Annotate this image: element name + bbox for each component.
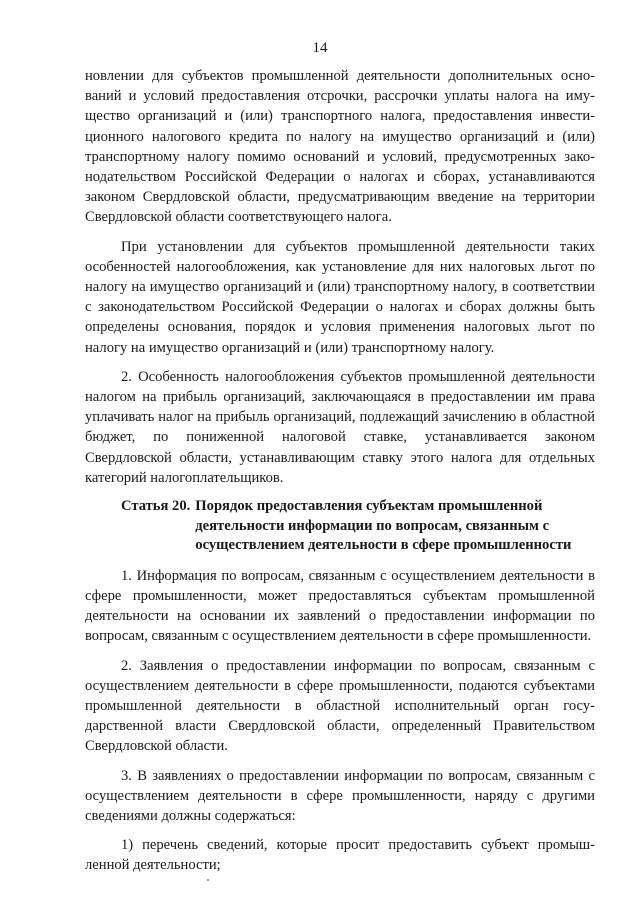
- paragraph-continuation: новлении для субъектов промышленной деятельности дополнительных оснований и условий предоставления отсрочки, рассрочки уплаты налога на имущество организаций и (или) транспортного налога, предоставления инвестиционного налогового кредита по налогу на имущество организаций и (или) транспортному налогу помимо оснований и условий, предусмотренных законодательством Российской Федерации о налогах и сборах, устанавливаются законом Свердловской области, предусматривающим введение на территории Свердловской области соответствующего налога.: [85, 68, 595, 226]
- paragraph-subitem-1: 1) перечень сведений, которые просит предоставить субъект промышленной деятельности;: [85, 837, 595, 874]
- page-number: 14: [312, 40, 328, 56]
- article-title: Порядок предоставления субъектам промышленной деятельности информации по вопросам, связанным с осуществлением деятельности в сфере промышленности: [195, 498, 572, 554]
- paragraph-article-item-2: 2. Заявления о предоставлении информации по вопросам, связанным с осуществлением деятельности в сфере промышленности, подаются субъектами промышленной деятельности в областной исполнительный орган государственной власти Свердловской области, определенный Правительством Свердловской области.: [85, 657, 595, 755]
- paragraph-article-item-1: 1. Информация по вопросам, связанным с осуществлением деятельности в сфере промышленности, может предоставляться субъектам промышленной деятельности на основании их заявлений о предоставлении информации по вопросам, связанным с осуществлением деятельности в сфере промышленности.: [85, 567, 595, 645]
- document-body: [85, 66, 595, 885]
- paragraph-profit-tax: 2. Особенность налогообложения субъектов промышленной деятельности налогом на прибыль организаций, заключающаяся в предоставлении им права уплачивать налог на прибыль организаций, подлежащий зачислению в областной бюджет, по пониженной налоговой ставке, устанавливается законом Свердловской области, устанавливающим ставку этого налога для отдельных категорий налогоплательщиков.: [85, 368, 595, 486]
- paragraph-article-item-3: 3. В заявлениях о предоставлении информации по вопросам, связанным с осуществлением деятельности в сфере промышленности, наряду с другими сведениями должны содержаться:: [85, 767, 595, 825]
- article-heading: [121, 497, 595, 556]
- article-number: Статья 20.: [121, 498, 191, 515]
- paragraph-tax-benefits: При установлении для субъектов промышленной деятельности таких особенностей налогообложения, как установление для них налоговых льгот по налогу на имущество организаций и (или) транспортному налогу, в соответствии с законодательством Российской Федерации о налогах и сборах должны быть определены основания, порядок и условия применения налоговых льгот по налогу на имущество организаций и (или) транспортному налогу.: [85, 238, 595, 356]
- scan-speck: [207, 879, 209, 881]
